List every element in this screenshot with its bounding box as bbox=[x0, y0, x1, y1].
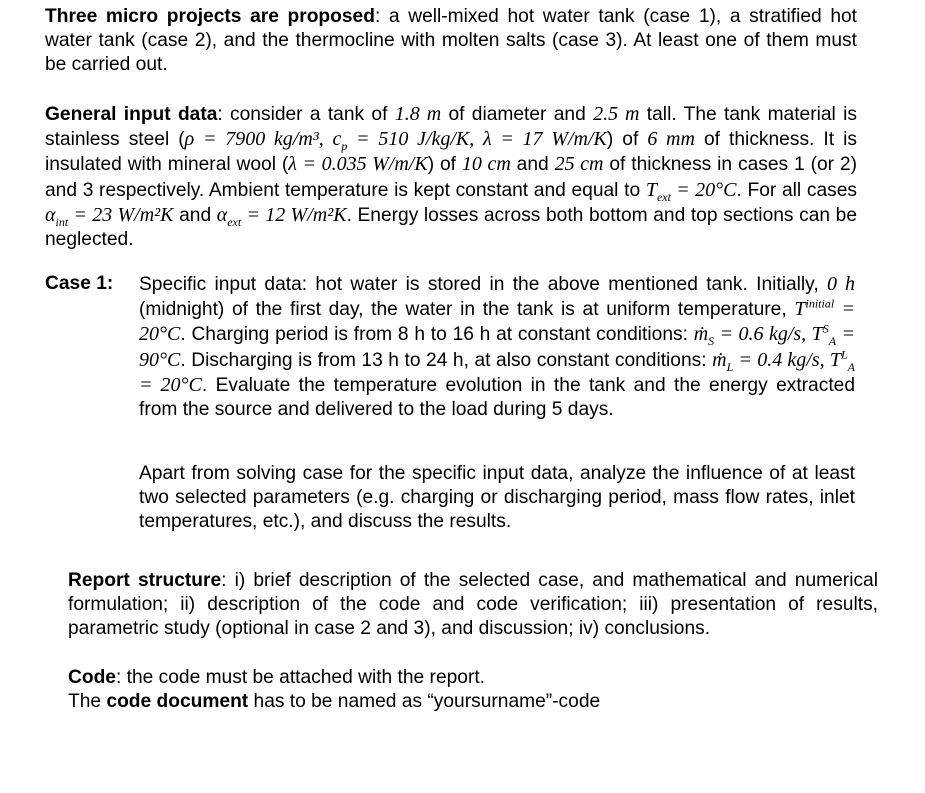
alpha-int: $\alpha_{int} = 23$ W/m²K bbox=[45, 203, 174, 229]
case1-text: (midnight) of the first day, the water in the tank is at uniform temperature, bbox=[139, 299, 795, 321]
case1-text: Specific input data: hot water is stored in the above mentioned tank. Initially, bbox=[139, 274, 827, 295]
case1-analysis-paragraph: Apart from solving case for the specific input data, analyze the influence of at least two selected parameters (e.g. charging or discharging period, mass flow rates, inlet temperatures, etc.), and discuss the results. bbox=[139, 463, 855, 533]
steel-properties: ρ = 7900 kg/m³, $c_p = 510$ J/kg/K, λ = 17 W/m/K bbox=[184, 128, 607, 154]
case1-text: . Charging period is from 8 h to 16 h at constant conditions: bbox=[180, 324, 694, 346]
intro-paragraph bbox=[45, 5, 857, 78]
steel-thickness: 6 mm bbox=[647, 128, 695, 151]
code-paragraph bbox=[68, 666, 878, 714]
general-text: : consider a tank of bbox=[217, 104, 395, 125]
general-text: ) of bbox=[427, 154, 462, 176]
code-document-label: code document bbox=[106, 691, 249, 713]
report-structure-paragraph bbox=[68, 569, 878, 642]
insulation-thickness-1: 10 cm bbox=[461, 153, 511, 176]
general-heading: General input data bbox=[45, 104, 218, 125]
case1-paragraph bbox=[139, 272, 855, 422]
insulation-thickness-2: 25 cm bbox=[554, 153, 604, 176]
case1-text: . Evaluate the temperature evolution in the tank and the energy extracted from the source and delivered to the load during 5 days. bbox=[139, 374, 855, 421]
report-text: : i) brief description of the selected case, and mathematical and numerical formulation; ii) description of the code and code verification; iii) presentation of results, parametric study (optional in case 2 and 3), and discussion; iv) conclusions. bbox=[68, 570, 878, 640]
code-heading: Code bbox=[68, 667, 116, 688]
case1-label: Case 1: bbox=[45, 273, 114, 294]
ambient-temperature: $T_{ext} = 20^\circ C$ bbox=[645, 178, 737, 204]
code-text: has to be named as “yoursurname”-code bbox=[248, 691, 601, 713]
general-text: ) of bbox=[606, 129, 648, 151]
tank-diameter: 1.8 m bbox=[394, 103, 442, 125]
code-text: The bbox=[68, 691, 107, 713]
code-line-2 bbox=[68, 690, 878, 714]
discharging-conditions: ṁ$_L$ = 0.4 kg/s, $T^L_A = 20^\circ C$ bbox=[139, 346, 855, 396]
general-text: and bbox=[173, 204, 217, 226]
general-text: of thickness. It is insulated with mineral wool ( bbox=[45, 129, 857, 176]
intro-heading: Three micro projects are proposed bbox=[45, 6, 375, 27]
alpha-ext: $\alpha_{ext} = 12$ W/m²K bbox=[216, 203, 347, 229]
general-text: of diameter and bbox=[441, 104, 594, 125]
start-time: 0 h bbox=[827, 273, 855, 295]
code-text: : the code must be attached with the report. bbox=[115, 667, 486, 688]
code-line-1 bbox=[68, 666, 878, 690]
general-text: of thickness in cases 1 (or 2) and 3 respectively. Ambient temperature is kept constant and equal to bbox=[45, 154, 857, 201]
intro-text: : a well-mixed hot water tank (case 1), a stratified hot water tank (case 2), and the thermocline with molten salts (case 3). At least one of them must be carried out. bbox=[45, 6, 858, 76]
wool-conductivity: λ = 0.035 W/m/K bbox=[288, 153, 428, 176]
tank-height: 2.5 m bbox=[593, 103, 640, 125]
report-heading: Report structure bbox=[68, 570, 222, 591]
initial-temperature: $T^{initial} = 20^\circ C$ bbox=[139, 296, 856, 346]
general-text: tall. The tank material is stainless steel ( bbox=[45, 104, 857, 151]
case1-text: . Discharging is from 13 h to 24 h, at also constant conditions: bbox=[180, 349, 713, 371]
general-text: and bbox=[510, 154, 555, 176]
general-text: . For all cases bbox=[736, 179, 857, 201]
general-text: . Energy losses across both bottom and top sections can be neglected. bbox=[45, 204, 857, 251]
charging-conditions: ṁ$_S$ = 0.6 kg/s, $T^S_A = 90^\circ C$ bbox=[139, 321, 855, 371]
general-input-paragraph bbox=[45, 102, 857, 252]
